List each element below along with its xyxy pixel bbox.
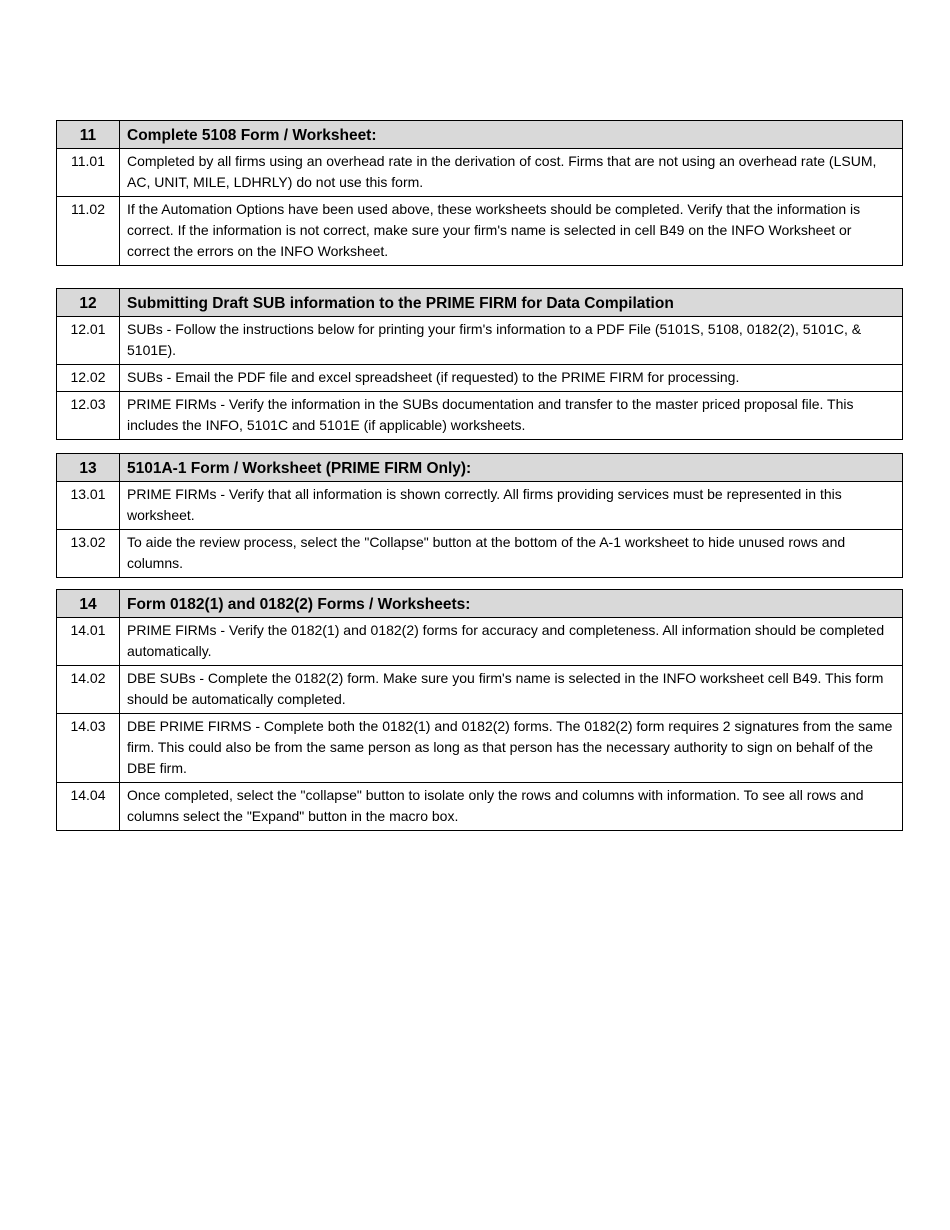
table-row [57, 149, 903, 197]
table-row [57, 197, 903, 266]
section-header [57, 590, 903, 618]
section-number: 13 [57, 454, 120, 482]
section-header [57, 121, 903, 149]
item-number: 12.02 [57, 365, 120, 392]
table-row [57, 482, 903, 530]
item-number: 13.02 [57, 530, 120, 578]
section-number: 12 [57, 289, 120, 317]
section-number: 11 [57, 121, 120, 149]
section-title: Form 0182(1) and 0182(2) Forms / Worksheets: [120, 590, 903, 618]
item-number: 14.01 [57, 618, 120, 666]
table-row [57, 714, 903, 783]
table-row [57, 317, 903, 365]
section-title: 5101A-1 Form / Worksheet (PRIME FIRM Only): [120, 454, 903, 482]
section-title: Complete 5108 Form / Worksheet: [120, 121, 903, 149]
section-number: 14 [57, 590, 120, 618]
table-row [57, 666, 903, 714]
item-text: SUBs - Follow the instructions below for printing your firm's information to a PDF File (5101S, 5108, 0182(2), 5101C, & 5101E). [120, 317, 903, 365]
item-text: To aide the review process, select the "Collapse" button at the bottom of the A-1 worksheet to hide unused rows and columns. [120, 530, 903, 578]
section-table-14 [56, 589, 903, 831]
item-text: Completed by all firms using an overhead rate in the derivation of cost. Firms that are not using an overhead rate (LSUM, AC, UNIT, MILE, LDHRLY) do not use this form. [120, 149, 903, 197]
item-number: 14.03 [57, 714, 120, 783]
item-text: PRIME FIRMs - Verify the information in the SUBs documentation and transfer to the master priced proposal file. This includes the INFO, 5101C and 5101E (if applicable) worksheets. [120, 392, 903, 440]
section-table-13 [56, 453, 903, 578]
item-text: Once completed, select the "collapse" button to isolate only the rows and columns with information. To see all rows and columns select the "Expand" button in the macro box. [120, 783, 903, 831]
item-number: 12.01 [57, 317, 120, 365]
item-number: 12.03 [57, 392, 120, 440]
item-number: 14.02 [57, 666, 120, 714]
item-text: PRIME FIRMs - Verify the 0182(1) and 0182(2) forms for accuracy and completeness. All information should be completed automatically. [120, 618, 903, 666]
item-number: 11.01 [57, 149, 120, 197]
item-number: 14.04 [57, 783, 120, 831]
section-header [57, 289, 903, 317]
item-text: SUBs - Email the PDF file and excel spreadsheet (if requested) to the PRIME FIRM for processing. [120, 365, 903, 392]
table-row [57, 783, 903, 831]
item-text: DBE SUBs - Complete the 0182(2) form. Make sure you firm's name is selected in the INFO worksheet cell B49. This form should be automatically completed. [120, 666, 903, 714]
item-number: 11.02 [57, 197, 120, 266]
table-row [57, 618, 903, 666]
section-table-11 [56, 120, 903, 266]
section-table-12 [56, 288, 903, 440]
item-number: 13.01 [57, 482, 120, 530]
item-text: If the Automation Options have been used above, these worksheets should be completed. Verify that the information is correct. If the information is not correct, make sure your firm's name is selected in cell B49 on the INFO Worksheet or correct the errors on the INFO Worksheet. [120, 197, 903, 266]
table-row [57, 392, 903, 440]
item-text: PRIME FIRMs - Verify that all information is shown correctly. All firms providing services must be represented in this worksheet. [120, 482, 903, 530]
table-row [57, 530, 903, 578]
section-title: Submitting Draft SUB information to the PRIME FIRM for Data Compilation [120, 289, 903, 317]
section-header [57, 454, 903, 482]
item-text: DBE PRIME FIRMS - Complete both the 0182(1) and 0182(2) forms. The 0182(2) form requires 2 signatures from the same firm. This could also be from the same person as long as that person has the necessary authority to sign on behalf of the DBE firm. [120, 714, 903, 783]
table-row [57, 365, 903, 392]
